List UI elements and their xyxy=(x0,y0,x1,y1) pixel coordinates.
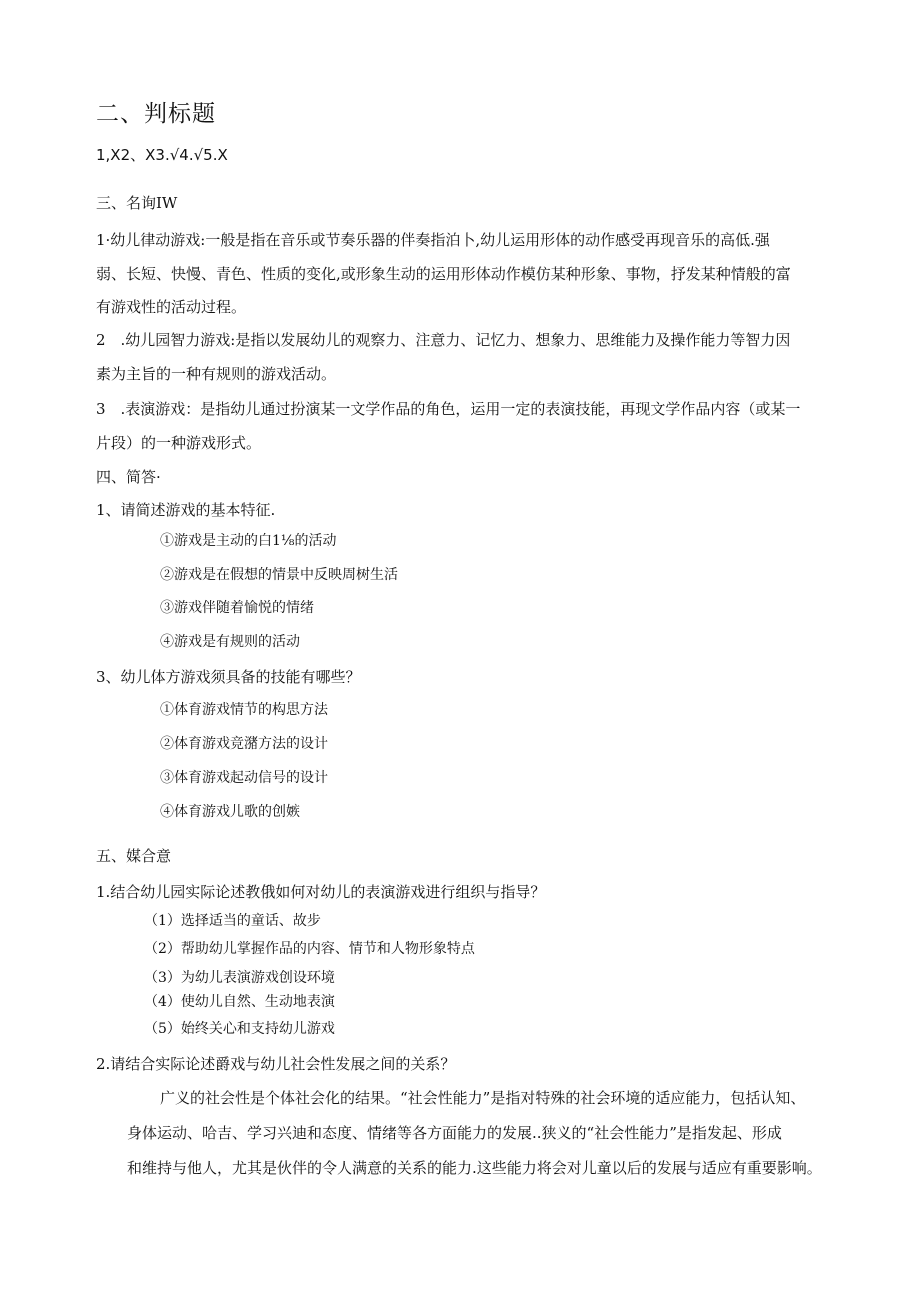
essay-q1-answer-2: （2）帮助幼儿掌握作品的内容、情节和人物形象特点 xyxy=(144,941,475,957)
term-2-line-1: 2 .幼儿园智力游戏:是指以发展幼儿的观察力、注意力、记忆力、想象力、思维能力及操作能力等智力因 xyxy=(96,331,791,349)
essay-q2: 2.请结合实际论述爵戏与幼儿社会性发展之间的关系？ xyxy=(96,1055,456,1073)
section-2-answers: 1,X2、X3.√4.√5.X xyxy=(96,146,228,164)
essay-q1-answer-5: （5）始终关心和支持幼儿游戏 xyxy=(144,1021,335,1037)
term-2-line-2: 素为主旨的一种有规则的游戏活动。 xyxy=(96,365,337,383)
section-4-heading: 四、简答· xyxy=(96,468,161,486)
q3-answer-1: ①体育游戏情节的构思方法 xyxy=(160,702,328,718)
essay-q2-para-line-2: 身体运动、哈吉、学习兴迪和态度、情绪等各方面能力的发展..狭义的“社会性能力”是指发起、形成 xyxy=(127,1124,782,1142)
term-1-line-1: 1·幼儿律动游戏:一般是指在音乐或节奏乐器的伴奏指泊卜,幼儿运用形体的动作感受再现音乐的高低.强 xyxy=(96,231,770,249)
q3-answer-4: ④体育游戏儿歌的创嫉 xyxy=(160,804,300,820)
section-2-heading: 二、判标题 xyxy=(96,101,216,127)
essay-q1: 1.结合幼儿园实际论述教俄如何对幼儿的表演游戏进行组织与指导？ xyxy=(96,883,546,901)
short-answer-q1: 1、请简述游戏的基本特征. xyxy=(96,501,276,519)
term-3-line-2: 片段）的一种游戏形式。 xyxy=(96,434,262,452)
essay-q1-answer-1: （1）选择适当的童话、故步 xyxy=(144,913,321,929)
essay-q1-answer-3: （3）为幼儿表演游戏创设环境 xyxy=(144,970,335,986)
q1-answer-4: ④游戏是有规则的活动 xyxy=(160,634,300,650)
q1-answer-3: ③游戏伴随着愉悦的情绪 xyxy=(160,600,314,616)
term-3-line-1: 3 .表演游戏：是指幼儿通过扮演某一文学作品的角色，运用一定的表演技能，再现文学作品内容（或某一 xyxy=(96,400,801,418)
term-1-line-3: 有游戏性的活动过程。 xyxy=(96,298,247,316)
term-1-line-2: 弱、长短、快慢、青色、性质的变化,或形象生动的运用形体动作模仿某种形象、事物，抒发某种情般的富 xyxy=(96,265,791,283)
essay-q2-para-line-1: 广义的社会性是个体社会化的结果。“社会性能力”是指对特殊的社会环境的适应能力，包括认知、 xyxy=(160,1089,806,1107)
q3-answer-2: ②体育游戏竞潴方法的设计 xyxy=(160,736,328,752)
short-answer-q3: 3、幼儿体方游戏须具备的技能有哪些？ xyxy=(96,668,361,686)
essay-q1-answer-4: （4）使幼儿自然、生动地表演 xyxy=(144,994,335,1010)
essay-q2-para-line-3: 和维持与他人，尤其是伙伴的令人满意的关系的能力.这些能力将会对儿童以后的发展与适应有重要影响。 xyxy=(127,1159,822,1177)
section-3-heading: 三、名询IW xyxy=(96,194,178,212)
section-5-heading: 五、媒合意 xyxy=(96,847,172,865)
q1-answer-2: ②游戏是在假想的情景中反映周树生活 xyxy=(160,567,398,583)
q1-answer-1: ①游戏是主动的白1⅛的活动 xyxy=(160,533,337,549)
q3-answer-3: ③体育游戏起动信号的设计 xyxy=(160,770,328,786)
